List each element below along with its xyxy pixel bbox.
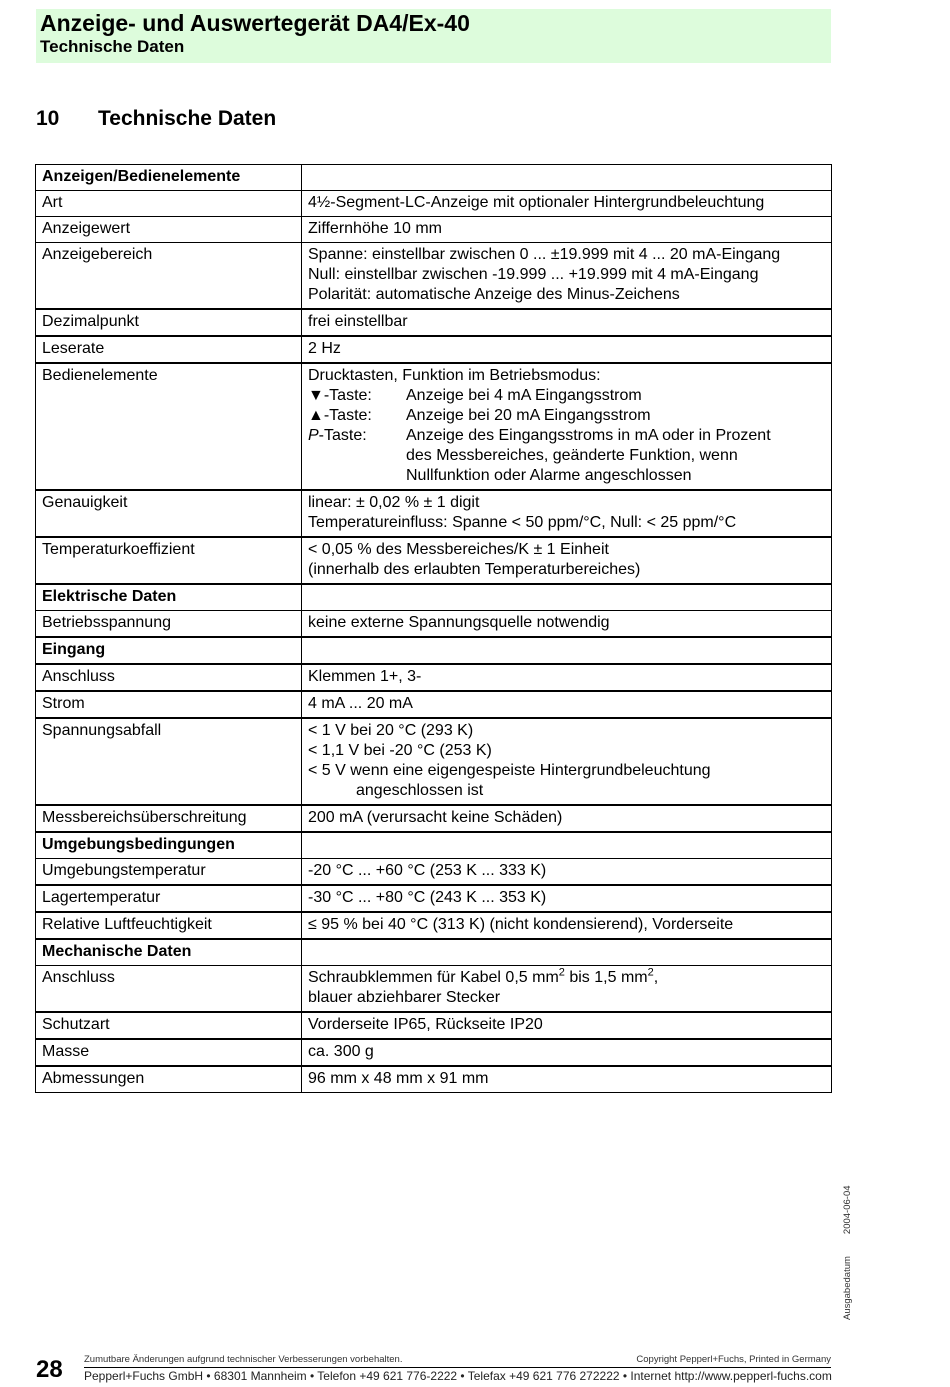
table-section-row xyxy=(36,832,832,859)
empty-cell xyxy=(302,584,832,611)
row-value: -30 °C ... +80 °C (243 K ... 353 K) xyxy=(302,885,832,912)
table-row xyxy=(36,243,832,310)
up-key-description: Anzeige bei 20 mA Eingangsstrom xyxy=(406,407,651,424)
table-row xyxy=(36,691,832,718)
row-value: frei einstellbar xyxy=(302,309,832,336)
row-value xyxy=(302,363,832,490)
empty-cell xyxy=(302,637,832,664)
table-row xyxy=(36,966,832,1013)
section-title-cell: Mechanische Daten xyxy=(36,939,302,966)
value-line: angeschlossen ist xyxy=(356,782,484,799)
specs-table xyxy=(35,164,832,1093)
table-row xyxy=(36,718,832,805)
row-label: Umgebungstemperatur xyxy=(36,859,302,886)
value-line: (innerhalb des erlaubten Temperaturbereiches) xyxy=(308,561,641,578)
row-value: 96 mm x 48 mm x 91 mm xyxy=(302,1066,832,1093)
row-value xyxy=(302,966,832,1013)
footer-address: Pepperl+Fuchs GmbH • 68301 Mannheim • Telefon +49 621 776-2222 • Telefax +49 621 776 272222 • Internet http://www.pepperl-fuchs.com xyxy=(84,1369,832,1383)
superscript: 2 xyxy=(558,966,565,979)
row-value: 200 mA (verursacht keine Schäden) xyxy=(302,805,832,832)
value-line: Nullfunktion oder Alarme angeschlossen xyxy=(406,467,692,484)
footer-copyright: Copyright Pepperl+Fuchs, Printed in Germany xyxy=(636,1354,831,1365)
p-key-label xyxy=(308,426,406,446)
row-label: Leserate xyxy=(36,336,302,363)
value-line: Null: einstellbar zwischen -19.999 ... +19.999 mit 4 mA-Eingang xyxy=(308,266,759,283)
table-row xyxy=(36,490,832,537)
issue-date-rotated xyxy=(842,1185,853,1320)
value-line: Polarität: automatische Anzeige des Minus-Zeichens xyxy=(308,286,680,303)
row-label: Art xyxy=(36,191,302,217)
row-value xyxy=(302,718,832,805)
section-title: Technische Daten xyxy=(98,107,277,130)
row-value: ca. 300 g xyxy=(302,1039,832,1066)
row-label: Bedienelemente xyxy=(36,363,302,490)
row-value: Ziffernhöhe 10 mm xyxy=(302,217,832,243)
up-key-label: ▲-Taste: xyxy=(308,407,372,424)
section-title-cell: Elektrische Daten xyxy=(36,584,302,611)
table-row xyxy=(36,1066,832,1093)
table-row xyxy=(36,309,832,336)
cable-text-c: , xyxy=(653,969,659,986)
row-label: Messbereichsüberschreitung xyxy=(36,805,302,832)
row-label: Anschluss xyxy=(36,966,302,1013)
table-row xyxy=(36,1039,832,1066)
row-value: -20 °C ... +60 °C (253 K ... 333 K) xyxy=(302,859,832,886)
row-value: 4 mA ... 20 mA xyxy=(302,691,832,718)
row-value: ≤ 95 % bei 40 °C (313 K) (nicht kondensierend), Vorderseite xyxy=(302,912,832,939)
table-row xyxy=(36,912,832,939)
table-row xyxy=(36,217,832,243)
row-label: Dezimalpunkt xyxy=(36,309,302,336)
value-line: blauer abziehbarer Stecker xyxy=(308,989,501,1006)
table-section-row xyxy=(36,939,832,966)
document-subtitle: Technische Daten xyxy=(40,37,185,56)
value-line: Spanne: einstellbar zwischen 0 ... ±19.999 mit 4 ... 20 mA-Eingang xyxy=(308,246,781,263)
footer-divider xyxy=(84,1367,831,1368)
table-row xyxy=(36,191,832,217)
table-row xyxy=(36,363,832,490)
cable-text-a: Schraubklemmen für Kabel 0,5 mm xyxy=(308,969,559,986)
empty-cell xyxy=(302,165,832,191)
row-label: Lagertemperatur xyxy=(36,885,302,912)
value-line: < 0,05 % des Messbereiches/K ± 1 Einheit xyxy=(308,541,609,558)
section-number: 10 xyxy=(36,107,60,130)
row-label: Genauigkeit xyxy=(36,490,302,537)
section-heading xyxy=(36,106,276,132)
section-title-cell: Eingang xyxy=(36,637,302,664)
row-value xyxy=(302,243,832,310)
row-value: keine externe Spannungsquelle notwendig xyxy=(302,611,832,638)
table-section-row xyxy=(36,637,832,664)
row-value: Klemmen 1+, 3- xyxy=(302,664,832,691)
page-number: 28 xyxy=(36,1356,63,1383)
row-label: Temperaturkoeffizient xyxy=(36,537,302,584)
table-row xyxy=(36,611,832,638)
empty-cell xyxy=(302,939,832,966)
empty-cell xyxy=(302,832,832,859)
row-label: Betriebsspannung xyxy=(36,611,302,638)
row-label: Anzeigewert xyxy=(36,217,302,243)
row-label: Anzeigebereich xyxy=(36,243,302,310)
value-line: < 1 V bei 20 °C (293 K) xyxy=(308,722,474,739)
row-label: Anschluss xyxy=(36,664,302,691)
table-section-row xyxy=(36,584,832,611)
row-label: Masse xyxy=(36,1039,302,1066)
value-line xyxy=(308,968,825,988)
table-row xyxy=(36,859,832,886)
value-line: Drucktasten, Funktion im Betriebsmodus: xyxy=(308,367,601,384)
table-row xyxy=(36,336,832,363)
row-label: Spannungsabfall xyxy=(36,718,302,805)
p-key-suffix: -Taste: xyxy=(318,427,367,444)
table-row xyxy=(36,664,832,691)
superscript: 2 xyxy=(647,966,654,979)
p-key-letter: P xyxy=(308,427,319,444)
table-row xyxy=(36,885,832,912)
down-key-label: ▼-Taste: xyxy=(308,387,372,404)
value-line: < 5 V wenn eine eigengespeiste Hintergrundbeleuchtung xyxy=(308,762,711,779)
footer-note: Zumutbare Änderungen aufgrund technischer Verbesserungen vorbehalten. xyxy=(84,1354,403,1365)
value-line: < 1,1 V bei -20 °C (253 K) xyxy=(308,742,492,759)
cable-text-b: bis 1,5 mm xyxy=(564,969,648,986)
down-key-description: Anzeige bei 4 mA Eingangsstrom xyxy=(406,387,642,404)
key-description-line xyxy=(308,426,825,446)
row-value xyxy=(302,490,832,537)
issue-date-label: Ausgabedatum xyxy=(842,1256,853,1320)
p-key-description: Anzeige des Eingangsstroms in mA oder in Prozent xyxy=(406,427,771,444)
section-title-cell: Umgebungsbedingungen xyxy=(36,832,302,859)
value-line: des Messbereiches, geänderte Funktion, wenn xyxy=(406,447,738,464)
document-title: Anzeige- und Auswertegerät DA4/Ex-40 xyxy=(40,10,470,36)
row-value xyxy=(302,537,832,584)
value-line: linear: ± 0,02 % ± 1 digit xyxy=(308,494,480,511)
row-label: Abmessungen xyxy=(36,1066,302,1093)
section-title-cell: Anzeigen/Bedienelemente xyxy=(36,165,302,191)
key-description-line xyxy=(308,406,825,426)
table-row xyxy=(36,537,832,584)
row-label: Strom xyxy=(36,691,302,718)
row-label: Relative Luftfeuchtigkeit xyxy=(36,912,302,939)
row-label: Schutzart xyxy=(36,1012,302,1039)
row-value: Vorderseite IP65, Rückseite IP20 xyxy=(302,1012,832,1039)
row-value: 2 Hz xyxy=(302,336,832,363)
value-line: Temperatureinfluss: Spanne < 50 ppm/°C, Null: < 25 ppm/°C xyxy=(308,514,737,531)
key-description-line xyxy=(308,386,825,406)
table-section-row xyxy=(36,165,832,191)
issue-date-value: 2004-06-04 xyxy=(842,1185,853,1235)
table-row xyxy=(36,1012,832,1039)
table-row xyxy=(36,805,832,832)
row-value: 4½-Segment-LC-Anzeige mit optionaler Hintergrundbeleuchtung xyxy=(302,191,832,217)
